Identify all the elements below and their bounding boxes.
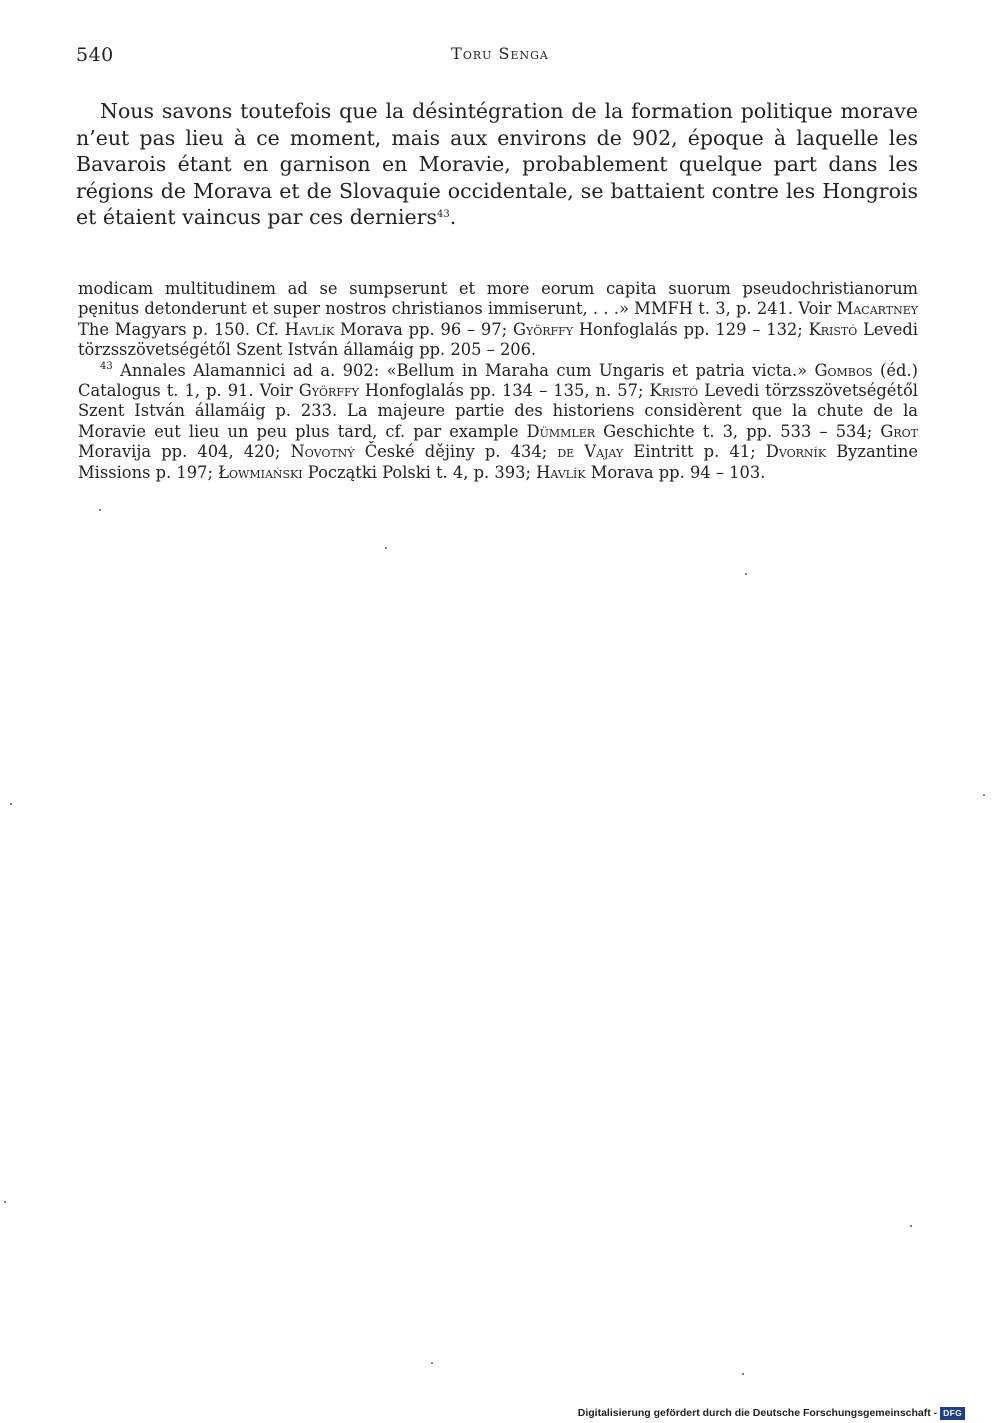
footnote-text: Eintritt p. 41; xyxy=(623,442,766,462)
scan-speck xyxy=(385,547,387,549)
scan-speck xyxy=(910,1225,912,1227)
footnote-text: Geschichte t. 3, pp. 533 – 534; xyxy=(595,421,881,441)
scan-speck xyxy=(745,573,747,575)
author-name: Macartney xyxy=(836,299,918,319)
footnote-text: Honfoglalás pp. 129 – 132; xyxy=(573,319,809,339)
footnote-text: Początki Polski t. 4, p. 393; xyxy=(302,462,537,482)
author-name: Dümmler xyxy=(526,421,596,441)
footnote-text: Levedi törzsszövetségétől Szent István államáig p. 233. La majeure partie des historiens considèrent que la chute de la Moravie eut lieu un peu plus tard, cf. par example xyxy=(78,381,918,441)
footnote-text: Honfoglalás pp. 134 – 135, n. 57; xyxy=(358,381,650,401)
footnote-number: 43 xyxy=(100,360,113,372)
scan-speck xyxy=(431,1362,433,1364)
footnote-text: České dějiny p. 434; xyxy=(354,442,558,462)
running-head: Toru Senga xyxy=(451,44,549,63)
author-name: Dvorník xyxy=(765,442,827,462)
body-paragraph-end: . xyxy=(449,205,457,229)
scan-speck xyxy=(10,803,12,805)
author-name: Györffy xyxy=(512,319,574,339)
author-name: de Vajay xyxy=(557,442,624,462)
footnote-text: modicam multitudinem ad se sumpserunt et more eorum capita suorum pseudochristianorum pęnitus detonderunt et super nostros christianos immiserunt, . . .» MMFH t. 3, p. 241. Voir xyxy=(78,279,918,319)
author-name: Kristó xyxy=(808,319,858,339)
footnote-43 xyxy=(78,361,918,483)
author-name: Gombos xyxy=(814,360,873,380)
author-name: Łowmiański xyxy=(218,462,303,482)
body-paragraph-text: Nous savons toutefois que la désintégration de la formation politique morave n’eut pas lieu à ce moment, mais aux environs de 902, époque à laquelle les Bavarois étant en garnison en Moravie, probablement quelque part dans les régions de Morava et de Slovaquie occidentale, se battaient contre les Hongrois et étaient vaincus par ces derniers xyxy=(76,99,918,229)
author-name: Havlík xyxy=(536,462,586,482)
dfg-logo: DFG xyxy=(940,1407,965,1420)
body-paragraph xyxy=(76,98,918,231)
page-number: 540 xyxy=(76,44,114,66)
funding-note xyxy=(578,1406,965,1420)
scan-speck xyxy=(4,1201,6,1203)
footnote-text: Morava pp. 96 – 97; xyxy=(334,319,513,339)
footnote-text: Morava pp. 94 – 103. xyxy=(585,462,766,482)
scan-speck xyxy=(742,1373,744,1375)
author-name: Györffy xyxy=(298,381,359,401)
author-name: Kristó xyxy=(649,381,699,401)
scan-speck xyxy=(99,509,101,511)
footnote-continuation xyxy=(78,279,918,361)
funding-text: Digitalisierung gefördert durch die Deutsche Forschungsgemeinschaft - xyxy=(577,1407,938,1419)
footnote-text: Annales Alamannici ad a. 902: «Bellum in Maraha cum Ungaris et patria victa.» xyxy=(112,360,815,380)
author-name: Havlík xyxy=(284,319,335,339)
author-name: Grot xyxy=(880,421,918,441)
footnote-text: (éd.) Catalogus t. 1, p. 91. Voir xyxy=(78,360,918,401)
footnotes xyxy=(78,279,918,483)
footnote-text: Moravija pp. 404, 420; xyxy=(78,442,291,462)
footnote-text: Byzantine Missions p. 197; xyxy=(78,442,919,482)
footnote-reference: 43 xyxy=(436,209,450,220)
footnote-text: The Magyars p. 150. Cf. xyxy=(78,319,285,339)
footnote-text: Levedi törzsszövetségétől Szent István államáig pp. 205 – 206. xyxy=(78,319,918,360)
author-name: Novotný xyxy=(290,442,355,462)
scan-speck xyxy=(983,794,985,796)
